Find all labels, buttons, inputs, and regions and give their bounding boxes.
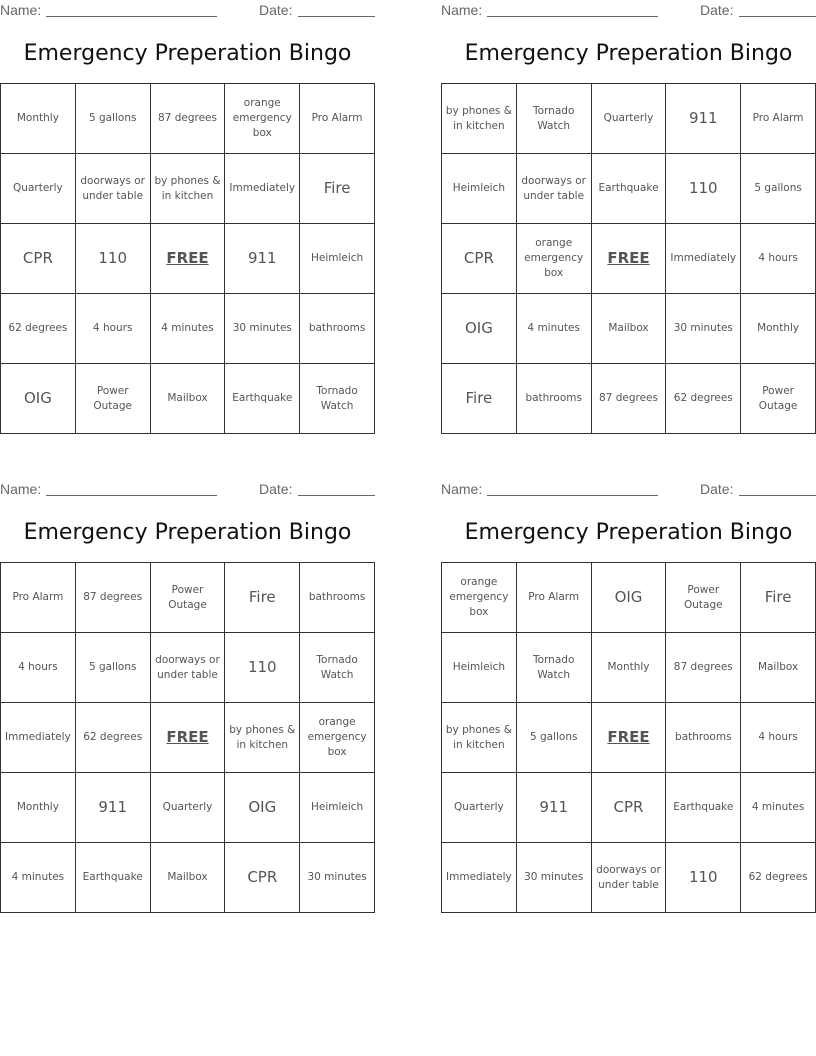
bingo-cell: Pro Alarm [1, 563, 76, 633]
bingo-cell: by phones & in kitchen [151, 154, 226, 224]
card-header [441, 0, 816, 22]
bingo-cell: by phones & in kitchen [442, 703, 517, 773]
bingo-cell: bathrooms [300, 563, 375, 633]
bingo-cell: Power Outage [76, 364, 151, 434]
bingo-cell: bathrooms [666, 703, 741, 773]
bingo-cell: 62 degrees [741, 843, 816, 913]
date-field-line [298, 495, 375, 496]
card-header [0, 479, 375, 501]
card-title: Emergency Preperation Bingo [464, 41, 793, 66]
bingo-cell: orange emergency box [225, 84, 300, 154]
free-space-cell: FREE [151, 703, 226, 773]
bingo-cell: Mailbox [741, 633, 816, 703]
name-field-line [487, 16, 658, 17]
bingo-cell: 911 [76, 773, 151, 843]
bingo-cell: Monthly [741, 294, 816, 364]
bingo-cell: CPR [1, 224, 76, 294]
bingo-cell: orange emergency box [442, 563, 517, 633]
bingo-cell: 62 degrees [1, 294, 76, 364]
bingo-cell: OIG [442, 294, 517, 364]
bingo-cell: Heimleich [442, 154, 517, 224]
bingo-cell: Heimleich [300, 224, 375, 294]
bingo-cell: Heimleich [300, 773, 375, 843]
bingo-cell: 30 minutes [517, 843, 592, 913]
bingo-cell: OIG [592, 563, 667, 633]
bingo-cell: Fire [225, 563, 300, 633]
name-field-line [46, 495, 217, 496]
bingo-grid [441, 562, 816, 913]
card-header [0, 0, 375, 22]
bingo-cell: Tornado Watch [300, 633, 375, 703]
date-field-line [739, 16, 816, 17]
bingo-cell: 5 gallons [517, 703, 592, 773]
bingo-cell: 4 hours [741, 224, 816, 294]
card-title: Emergency Preperation Bingo [464, 520, 793, 545]
bingo-cell: Fire [442, 364, 517, 434]
bingo-cell: Immediately [666, 224, 741, 294]
bingo-cell: 5 gallons [76, 633, 151, 703]
bingo-cell: doorways or under table [76, 154, 151, 224]
bingo-cell: 30 minutes [666, 294, 741, 364]
bingo-cell: Earthquake [592, 154, 667, 224]
date-field-line [739, 495, 816, 496]
bingo-cell: 911 [666, 84, 741, 154]
bingo-cell: 110 [225, 633, 300, 703]
bingo-cell: orange emergency box [300, 703, 375, 773]
date-label: Date: [700, 2, 734, 18]
bingo-cell: 5 gallons [76, 84, 151, 154]
bingo-grid [0, 83, 375, 434]
name-label: Name: [0, 2, 42, 18]
bingo-cell: Quarterly [151, 773, 226, 843]
bingo-cell: Monthly [1, 84, 76, 154]
bingo-cell: 4 minutes [517, 294, 592, 364]
bingo-cell: Earthquake [76, 843, 151, 913]
free-space-cell: FREE [151, 224, 226, 294]
bingo-cell: Tornado Watch [300, 364, 375, 434]
bingo-cell: Immediately [1, 703, 76, 773]
bingo-cell: 4 hours [741, 703, 816, 773]
name-label: Name: [441, 2, 483, 18]
bingo-cell: 4 minutes [1, 843, 76, 913]
bingo-cell: 87 degrees [151, 84, 226, 154]
card-title: Emergency Preperation Bingo [23, 520, 352, 545]
bingo-cell: bathrooms [517, 364, 592, 434]
bingo-cell: 4 hours [76, 294, 151, 364]
bingo-cell: bathrooms [300, 294, 375, 364]
date-label: Date: [259, 481, 293, 497]
bingo-cell: Mailbox [592, 294, 667, 364]
bingo-cell: 87 degrees [592, 364, 667, 434]
bingo-cell: by phones & in kitchen [225, 703, 300, 773]
bingo-cell: 911 [517, 773, 592, 843]
bingo-cell: OIG [225, 773, 300, 843]
bingo-cell: Quarterly [442, 773, 517, 843]
bingo-cell: Pro Alarm [517, 563, 592, 633]
bingo-cell: Mailbox [151, 364, 226, 434]
card-title: Emergency Preperation Bingo [23, 41, 352, 66]
bingo-cell: 110 [666, 843, 741, 913]
bingo-cell: orange emergency box [517, 224, 592, 294]
free-space-cell: FREE [592, 703, 667, 773]
bingo-cell: Fire [741, 563, 816, 633]
name-label: Name: [0, 481, 42, 497]
date-field-line [298, 16, 375, 17]
bingo-cell: Earthquake [225, 364, 300, 434]
bingo-cell: 110 [76, 224, 151, 294]
bingo-cell: OIG [1, 364, 76, 434]
date-label: Date: [700, 481, 734, 497]
bingo-cell: 62 degrees [76, 703, 151, 773]
bingo-cell: Tornado Watch [517, 633, 592, 703]
name-label: Name: [441, 481, 483, 497]
bingo-cell: Monthly [1, 773, 76, 843]
bingo-cell: 4 minutes [741, 773, 816, 843]
bingo-cell: Pro Alarm [741, 84, 816, 154]
bingo-cell: 30 minutes [225, 294, 300, 364]
bingo-cell: 62 degrees [666, 364, 741, 434]
bingo-cell: Tornado Watch [517, 84, 592, 154]
bingo-cell: CPR [225, 843, 300, 913]
bingo-grid [0, 562, 375, 913]
name-field-line [487, 495, 658, 496]
bingo-cell: doorways or under table [151, 633, 226, 703]
bingo-cell: CPR [442, 224, 517, 294]
bingo-cell: Immediately [442, 843, 517, 913]
bingo-cell: Power Outage [741, 364, 816, 434]
bingo-cell: Quarterly [592, 84, 667, 154]
bingo-cell: doorways or under table [517, 154, 592, 224]
bingo-cell: Immediately [225, 154, 300, 224]
name-field-line [46, 16, 217, 17]
bingo-cell: CPR [592, 773, 667, 843]
bingo-cell: Power Outage [666, 563, 741, 633]
bingo-cell: 911 [225, 224, 300, 294]
bingo-cell: Earthquake [666, 773, 741, 843]
bingo-cell: doorways or under table [592, 843, 667, 913]
bingo-cell: Pro Alarm [300, 84, 375, 154]
bingo-cell: 30 minutes [300, 843, 375, 913]
bingo-cell: by phones & in kitchen [442, 84, 517, 154]
bingo-cell: Fire [300, 154, 375, 224]
bingo-cell: 4 hours [1, 633, 76, 703]
bingo-grid [441, 83, 816, 434]
bingo-cell: Mailbox [151, 843, 226, 913]
date-label: Date: [259, 2, 293, 18]
card-header [441, 479, 816, 501]
bingo-cell: Power Outage [151, 563, 226, 633]
bingo-cell: Heimleich [442, 633, 517, 703]
bingo-cell: Monthly [592, 633, 667, 703]
bingo-cell: 87 degrees [76, 563, 151, 633]
bingo-cell: 5 gallons [741, 154, 816, 224]
bingo-cell: 110 [666, 154, 741, 224]
free-space-cell: FREE [592, 224, 667, 294]
bingo-cell: Quarterly [1, 154, 76, 224]
bingo-cell: 4 minutes [151, 294, 226, 364]
bingo-cell: 87 degrees [666, 633, 741, 703]
